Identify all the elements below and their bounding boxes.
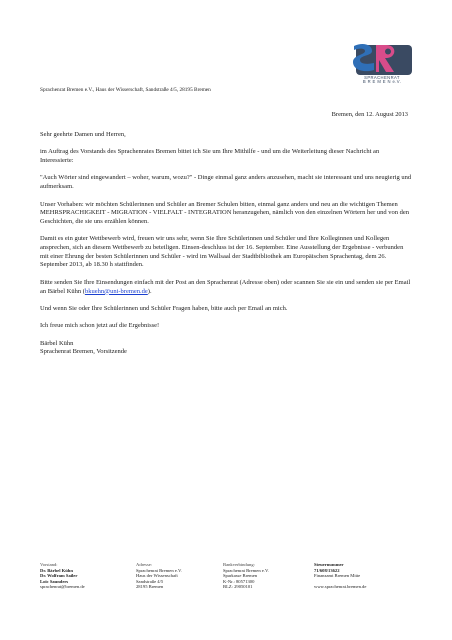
footer-tax-heading: Steuernummer [314,562,344,567]
footer-board-heading: Vorstand: [40,562,58,567]
paragraph-request: im Auftrag des Vorstands des Sprachenrates Bremen bittet ich Sie um Ihre Mithilfe - und um die Weiterleitung dieser Nachricht an Interessierte: [40,148,380,165]
letter-footer [40,562,412,612]
submission-text: Bitte senden Sie Ihre Einsendungen einfach mit der Post an den Sprachenrat (Adresse oben) oder scannen Sie sie ein und senden sie per Email an Bärbel Kühn ( [40,278,411,295]
footer-address-line: Haus der Wissenschaft [136,573,178,579]
footer-address-line: 28195 Bremen [136,584,164,590]
submission-text-end: ). [147,287,152,295]
sender-address-line: Sprachenrat Bremen e.V., Haus der Wisserschaft, Sandstraße 4/5, 28195 Bremen [40,87,211,93]
footer-address-line: Sprachenrat Bremen e.V. [136,567,182,573]
logo-line-2: B R E M E N e.V. [362,79,402,85]
footer-tax-office: Finanzamt Bremen Mitte [314,573,361,579]
footer-address-line: Sandstraße 4/5 [136,578,164,584]
paragraph-closing: Ich freue mich schon jetzt auf die Ergebnisse! [40,322,160,330]
sprachenrat-logo [350,42,412,84]
footer-tax-number: 71/608/13622 [314,567,340,573]
footer-bank-line: BLZ: 29050101 [223,584,253,590]
footer-bank-heading: Bankverbindung: [223,562,255,567]
email-link[interactable]: bkuehn@uni-bremen.de [84,287,148,295]
footer-bank-line: Sprachenrat Bremen e.V. [223,567,269,573]
signature-title: Sprachenrat Bremen, Vorsitzende [40,348,127,356]
footer-bank-line: K-Nr.: 80571300 [223,578,255,584]
footer-bank [223,562,269,590]
footer-website[interactable]: www.sprachenrat.bremen.de [314,584,367,590]
paragraph-questions: Und wenn Sie oder Ihre Schülerinnen und Schüler Fragen haben, bitte auch per Email an mich. [40,304,288,312]
footer-address-heading: Adresse: [136,562,153,567]
letter-date: Bremen, den 12. August 2013 [331,111,408,118]
footer-board-member: Dr. Bärbel Kühn [40,567,73,573]
letter-body [40,131,412,357]
footer-board-member: Dr. Wolfram Sailer [40,573,78,579]
signature-name: Bärbel Kühn [40,339,74,347]
footer-board-member: Loïc Saunders [40,578,69,584]
footer-tax [314,562,366,590]
paragraph-submission [40,279,412,296]
footer-address [136,562,182,590]
paragraph-quote: "Auch Wörter sind eingewandert – woher, warum, wozu?" - Dinge einmal ganz anders anzusehen, macht sie interessant und uns neugierig und aufmerksam. [40,174,412,191]
logo-line-1: SPRACHENRAT [364,75,400,80]
salutation: Sehr geehrte Damen und Herren, [40,131,126,138]
footer-bank-line: Sparkasse Bremen [223,573,258,579]
logo-wordmark [352,76,412,85]
footer-board-email: sprachenrat@bremen.de [40,584,85,590]
sprachenrat-logo-mark [350,42,412,76]
paragraph-competition: Damit es ein guter Wettbewerb wird, freuen wir uns sehr, wenn Sie Ihre Schülerinnen und Schüler und Ihre Kolleginnen und Kollegen ansprechen, sich an diesem Wettbewerb zu beteiligen. Einsen-deschluss ist der 16. September. Eine Ausstellung der Ergebnisse - verbunden mit einer Ehrung der besten Schülerinnen und Schüler - wird im Wallsaal der Stadtbibliothek am Europäischen Sprachentag, dem 26. September 2013, ab 18.30 h stattfinden. [40,235,404,269]
footer-board [40,562,85,590]
paragraph-project: Unser Vorhaben: wir möchten Schülerinnen und Schüler an Bremer Schulen bitten, einmal ganz anders und neu an die wichtigen Themen MEHRSPRACHIGKEIT - MIGRATION - VIELFALT - INTEGRATION heranzugehen, nämlich von den einzelnen Wörtern her und von den Geschichten, die sie uns erzählen können. [40,200,410,225]
